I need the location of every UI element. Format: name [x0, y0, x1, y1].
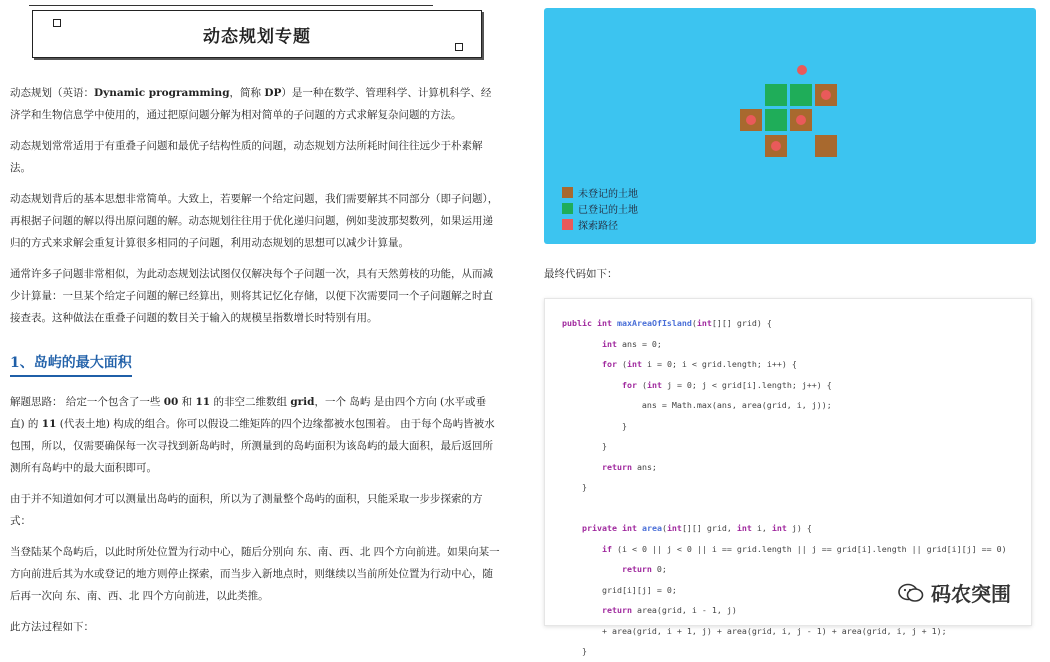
- exploration-dot: [771, 141, 781, 151]
- unregistered-land-cell: [815, 84, 837, 106]
- code-line: for (int j = 0; j < grid[i].length; j++) {: [621, 379, 832, 390]
- code-text: [545, 299, 1031, 662]
- legend-swatch: [562, 219, 573, 230]
- code-line: }: [562, 482, 587, 492]
- code-line: }: [562, 646, 587, 656]
- title-corner-dot: [455, 43, 463, 51]
- legend-item: 探索路径: [562, 216, 638, 232]
- code-line: for (int i = 0; i < grid.length; i++) {: [601, 359, 797, 369]
- right-column: [544, 8, 1036, 656]
- paragraph: 由于并不知道如何才可以测量出岛屿的面积，所以为了测量整个岛屿的面积，只能采取一步步探索的方式：: [10, 493, 483, 527]
- code-line: public int maxAreaOfIsland(int[][] grid) {: [562, 318, 772, 328]
- legend-item: 已登记的土地: [562, 200, 638, 216]
- article-column: [10, 10, 500, 647]
- code-caption: 最终代码如下：: [544, 268, 618, 280]
- code-line: return area(grid, i - 1, j): [601, 605, 737, 615]
- registered-land-cell: [765, 109, 787, 131]
- island-animation-frame: [544, 8, 1036, 244]
- paragraph: 此方法过程如下：: [10, 621, 94, 633]
- paragraph: 当登陆某个岛屿后，以此时所处位置为行动中心，随后分别向 东、南、西、北 四个方向前进。如果向某一方向前进后其为水或登记的地方则停止探索，而当步入新地点时，则继续以当前所处位置为行动中心，随后再一次向 东、南、西、北 四个方向前进，以此类推。: [10, 546, 500, 602]
- paragraph: 动态规划背后的基本思想非常简单。大致上，若要解一个给定问题，我们需要解其不同部分（即子问题），再根据子问题的解以得出原问题的解。动态规划往往用于优化递归问题，例如斐波那契数列，如果运用递归的方式来求解会重复计算很多相同的子问题，利用动态规划的思想可以减少计算量。: [10, 193, 499, 249]
- exploration-dot: [746, 115, 756, 125]
- legend-swatch: [562, 187, 573, 198]
- code-line: int ans = 0;: [601, 338, 662, 349]
- watermark: [897, 578, 1011, 607]
- code-line: private int area(int[][] grid, int i, int j) {: [581, 523, 812, 533]
- code-line: }: [562, 420, 627, 431]
- wechat-icon: [897, 582, 925, 604]
- title-top-line: [29, 5, 433, 6]
- unregistered-land-cell: [790, 109, 812, 131]
- legend: [562, 184, 638, 232]
- registered-land-cell: [765, 84, 787, 106]
- page-title: 动态规划专题: [203, 26, 311, 47]
- paragraph: 动态规划常常适用于有重叠子问题和最优子结构性质的问题，动态规划方法所耗时间往往远少于朴素解法。: [10, 140, 483, 174]
- registered-land-cell: [790, 84, 812, 106]
- code-line: }: [562, 441, 607, 451]
- exploration-dot: [797, 65, 807, 75]
- code-line: if (i < 0 || j < 0 || i == grid.length || j == grid[i].length || grid[i][j] == 0): [601, 543, 1007, 554]
- code-line: return 0;: [621, 564, 667, 574]
- code-line: return ans;: [601, 461, 657, 472]
- legend-swatch: [562, 203, 573, 214]
- code-line: grid[i][j] = 0;: [562, 584, 677, 595]
- unregistered-land-cell: [815, 135, 837, 157]
- legend-item: 未登记的土地: [562, 184, 638, 200]
- code-line: ans = Math.max(ans, area(grid, i, j));: [562, 400, 832, 410]
- unregistered-land-cell: [740, 109, 762, 131]
- code-line: + area(grid, i + 1, j) + area(grid, i, j - 1) + area(grid, i, j + 1);: [562, 625, 947, 636]
- exploration-dot: [796, 115, 806, 125]
- intro-paragraph: 动态规划（英语：Dynamic programming，简称 DP）是一种在数学、管理科学、计算机科学、经济学和生物信息学中使用的，通过把原问题分解为相对简单的子问题的方式求解复杂问题的方法。: [10, 87, 492, 121]
- section-heading: 1、岛屿的最大面积: [10, 352, 132, 377]
- solution-paragraph: 解题思路： 给定一个包含了一些 00 和 11 的非空二维数组 grid，一个 岛屿 是由四个方向 (水平或垂直) 的 11 (代表土地) 构成的组合。你可以假设二维矩阵的四个边缘都被水包围着。 由于每个岛屿皆被水包围，所以，仅需要确保每一次寻找到新岛屿时，所测量到的岛屿面积为该岛屿的最大面积，最后返回所测所有岛屿中的最大面积即可。: [10, 396, 495, 474]
- unregistered-land-cell: [765, 135, 787, 157]
- watermark-text: 码农突围: [931, 582, 1011, 606]
- title-box: [32, 10, 482, 58]
- code-line: [562, 498, 1031, 519]
- paragraph: 通常许多子问题非常相似，为此动态规划法试图仅仅解决每个子问题一次，具有天然剪枝的功能，从而减少计算量：一旦某个给定子问题的解已经算出，则将其记忆化存储，以便下次需要同一个子问题解之时直接查表。这种做法在重叠子问题的数目关于输入的规模呈指数增长时特别有用。: [10, 268, 493, 324]
- code-block: [544, 298, 1032, 656]
- title-corner-dot: [53, 19, 61, 27]
- exploration-dot: [821, 90, 831, 100]
